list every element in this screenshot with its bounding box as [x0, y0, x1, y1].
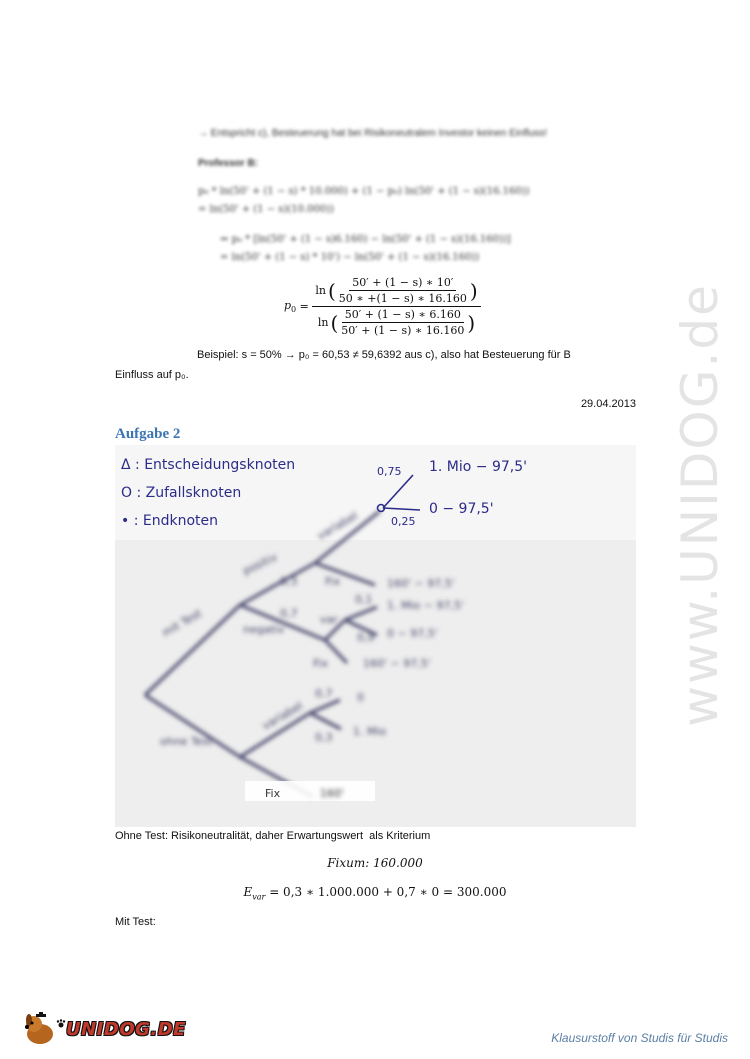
label-positiv: positiv — [240, 550, 280, 578]
label-p6: 0,3 — [315, 731, 333, 744]
ohne-test-text: Ohne Test: Risikoneutralität, daher Erwartungswert als Kriterium — [115, 830, 431, 842]
decision-tree-drawing — [115, 445, 636, 827]
formula-top-fraction — [336, 276, 470, 305]
paw-icon — [56, 1019, 66, 1029]
formula-bottom-denominator: 50′ + (1 − s) ∗ 16.160 — [341, 324, 465, 337]
decision-tree-photo — [115, 445, 636, 827]
label-mit-test: mit Test — [160, 606, 204, 640]
label-ohne-test: ohne Test — [160, 735, 213, 748]
formula-top-denominator: 50 ∗ +(1 − s) ∗ 16.160 — [338, 292, 467, 305]
evar-sub: var — [252, 892, 266, 902]
blurred-line-1: → Entspricht c), Besteuerung hat bei Risikoneutralem Investor keinen Einfluss! — [198, 128, 548, 139]
label-p1: 0,3 — [280, 575, 298, 588]
watermark — [650, 270, 750, 740]
fixum-line — [0, 856, 750, 870]
evar-lhs: E — [243, 885, 253, 899]
outcome-top-lower: 0 − 97,5' — [429, 501, 494, 517]
date: 29.04.2013 — [580, 398, 636, 410]
formula-bottom-numerator: 50′ + (1 − s) ∗ 6.160 — [342, 308, 464, 323]
label-variabel-top: variabel — [315, 509, 360, 543]
ln-top: ln — [315, 284, 326, 297]
label-fix1: Fix — [325, 575, 341, 588]
label-out3: 0 − 97,5' — [387, 627, 438, 640]
mit-test-text: Mit Test: — [115, 916, 156, 928]
label-bottom-fix: Fix — [265, 787, 281, 800]
fixum-text: Fixum: 160.000 — [327, 856, 423, 870]
ln-bottom: ln — [317, 316, 329, 329]
outcome-top-upper: 1. Mio − 97,5' — [429, 459, 527, 475]
label-out1: 160' − 97,5' — [387, 577, 455, 590]
label-var2: var — [320, 613, 338, 626]
watermark-text: www.UNIDOG.de — [671, 283, 730, 727]
blurred-line-2: Professor B: — [198, 158, 259, 169]
legend-end: • : Endknoten — [121, 513, 219, 529]
example-line-2: Einfluss auf p₀. — [115, 369, 189, 381]
prob-top-upper: 0,75 — [377, 465, 402, 478]
legend-random: O : Zufallsknoten — [121, 485, 242, 501]
example-line-1: Beispiel: s = 50% → p₀ = 60,53 ≠ 59,6392 aus c), also hat Besteuerung für B — [197, 349, 571, 361]
blurred-line-4: = ln(50' + (1 − s)(10.000)) — [198, 204, 335, 215]
legend-decision: Δ : Entscheidungsknoten — [121, 457, 296, 473]
label-negativ: negativ — [243, 623, 285, 636]
label-p2: 0,7 — [280, 607, 298, 620]
label-variabel-bottom: variabel — [260, 699, 305, 733]
label-out5: 0 — [357, 691, 364, 704]
label-p3: 0,1 — [355, 593, 373, 606]
blurred-line-3: p₀ * ln(50' + (1 − s) * 10.000) + (1 − p₀) ln(50' + (1 − s)(16.160)) — [198, 186, 530, 197]
section-heading: Aufgabe 2 — [115, 426, 181, 442]
label-p5: 0,7 — [315, 687, 333, 700]
footer-slogan: Klausurstoff von Studis für Studis — [551, 1031, 728, 1045]
formula-top-numerator: 50′ + (1 − s) ∗ 10′ — [349, 276, 456, 291]
p0-formula — [284, 276, 481, 337]
formula-eq: = — [296, 300, 313, 313]
label-out4: 160' − 97,5' — [363, 657, 431, 670]
label-out2: 1. Mio − 97,5' — [387, 599, 464, 612]
label-fix2: Fix — [313, 657, 329, 670]
prob-top-lower: 0,25 — [391, 515, 416, 528]
label-bottom-out: 160' — [320, 787, 345, 800]
evar-line — [0, 885, 750, 901]
label-p4: 0,9 — [357, 631, 375, 644]
dog-icon — [22, 1012, 58, 1046]
evar-rhs: = 0,3 ∗ 1.000.000 + 0,7 ∗ 0 = 300.000 — [265, 885, 507, 899]
label-out6: 1. Mio — [353, 725, 387, 738]
formula-bottom-fraction — [338, 308, 467, 337]
logo-text: UNIDOG.DE — [66, 1018, 186, 1040]
unidog-logo[interactable] — [22, 1012, 186, 1046]
blurred-line-6: = ln(50' + (1 − s) * 10') − ln(50' + (1 − s)(16.160)) — [220, 252, 480, 263]
formula-lhs: $p_0$ — [284, 298, 297, 315]
blurred-line-5: ⇒ p₀ * [ln(50' + (1 − s)6.160) − ln(50' + (1 − s)(16.160))] — [220, 234, 511, 245]
formula-main-fraction: ln ( $\frac{50' + (1 - s) ∗ 10'}{50 ∗ +(1 - s) ∗ 16.160}$ ) ln ( $\frac{50' + (1 - s) ∗ 6.160}{50' + (1 - s) ∗ 16.160}$ ) — [312, 276, 480, 337]
